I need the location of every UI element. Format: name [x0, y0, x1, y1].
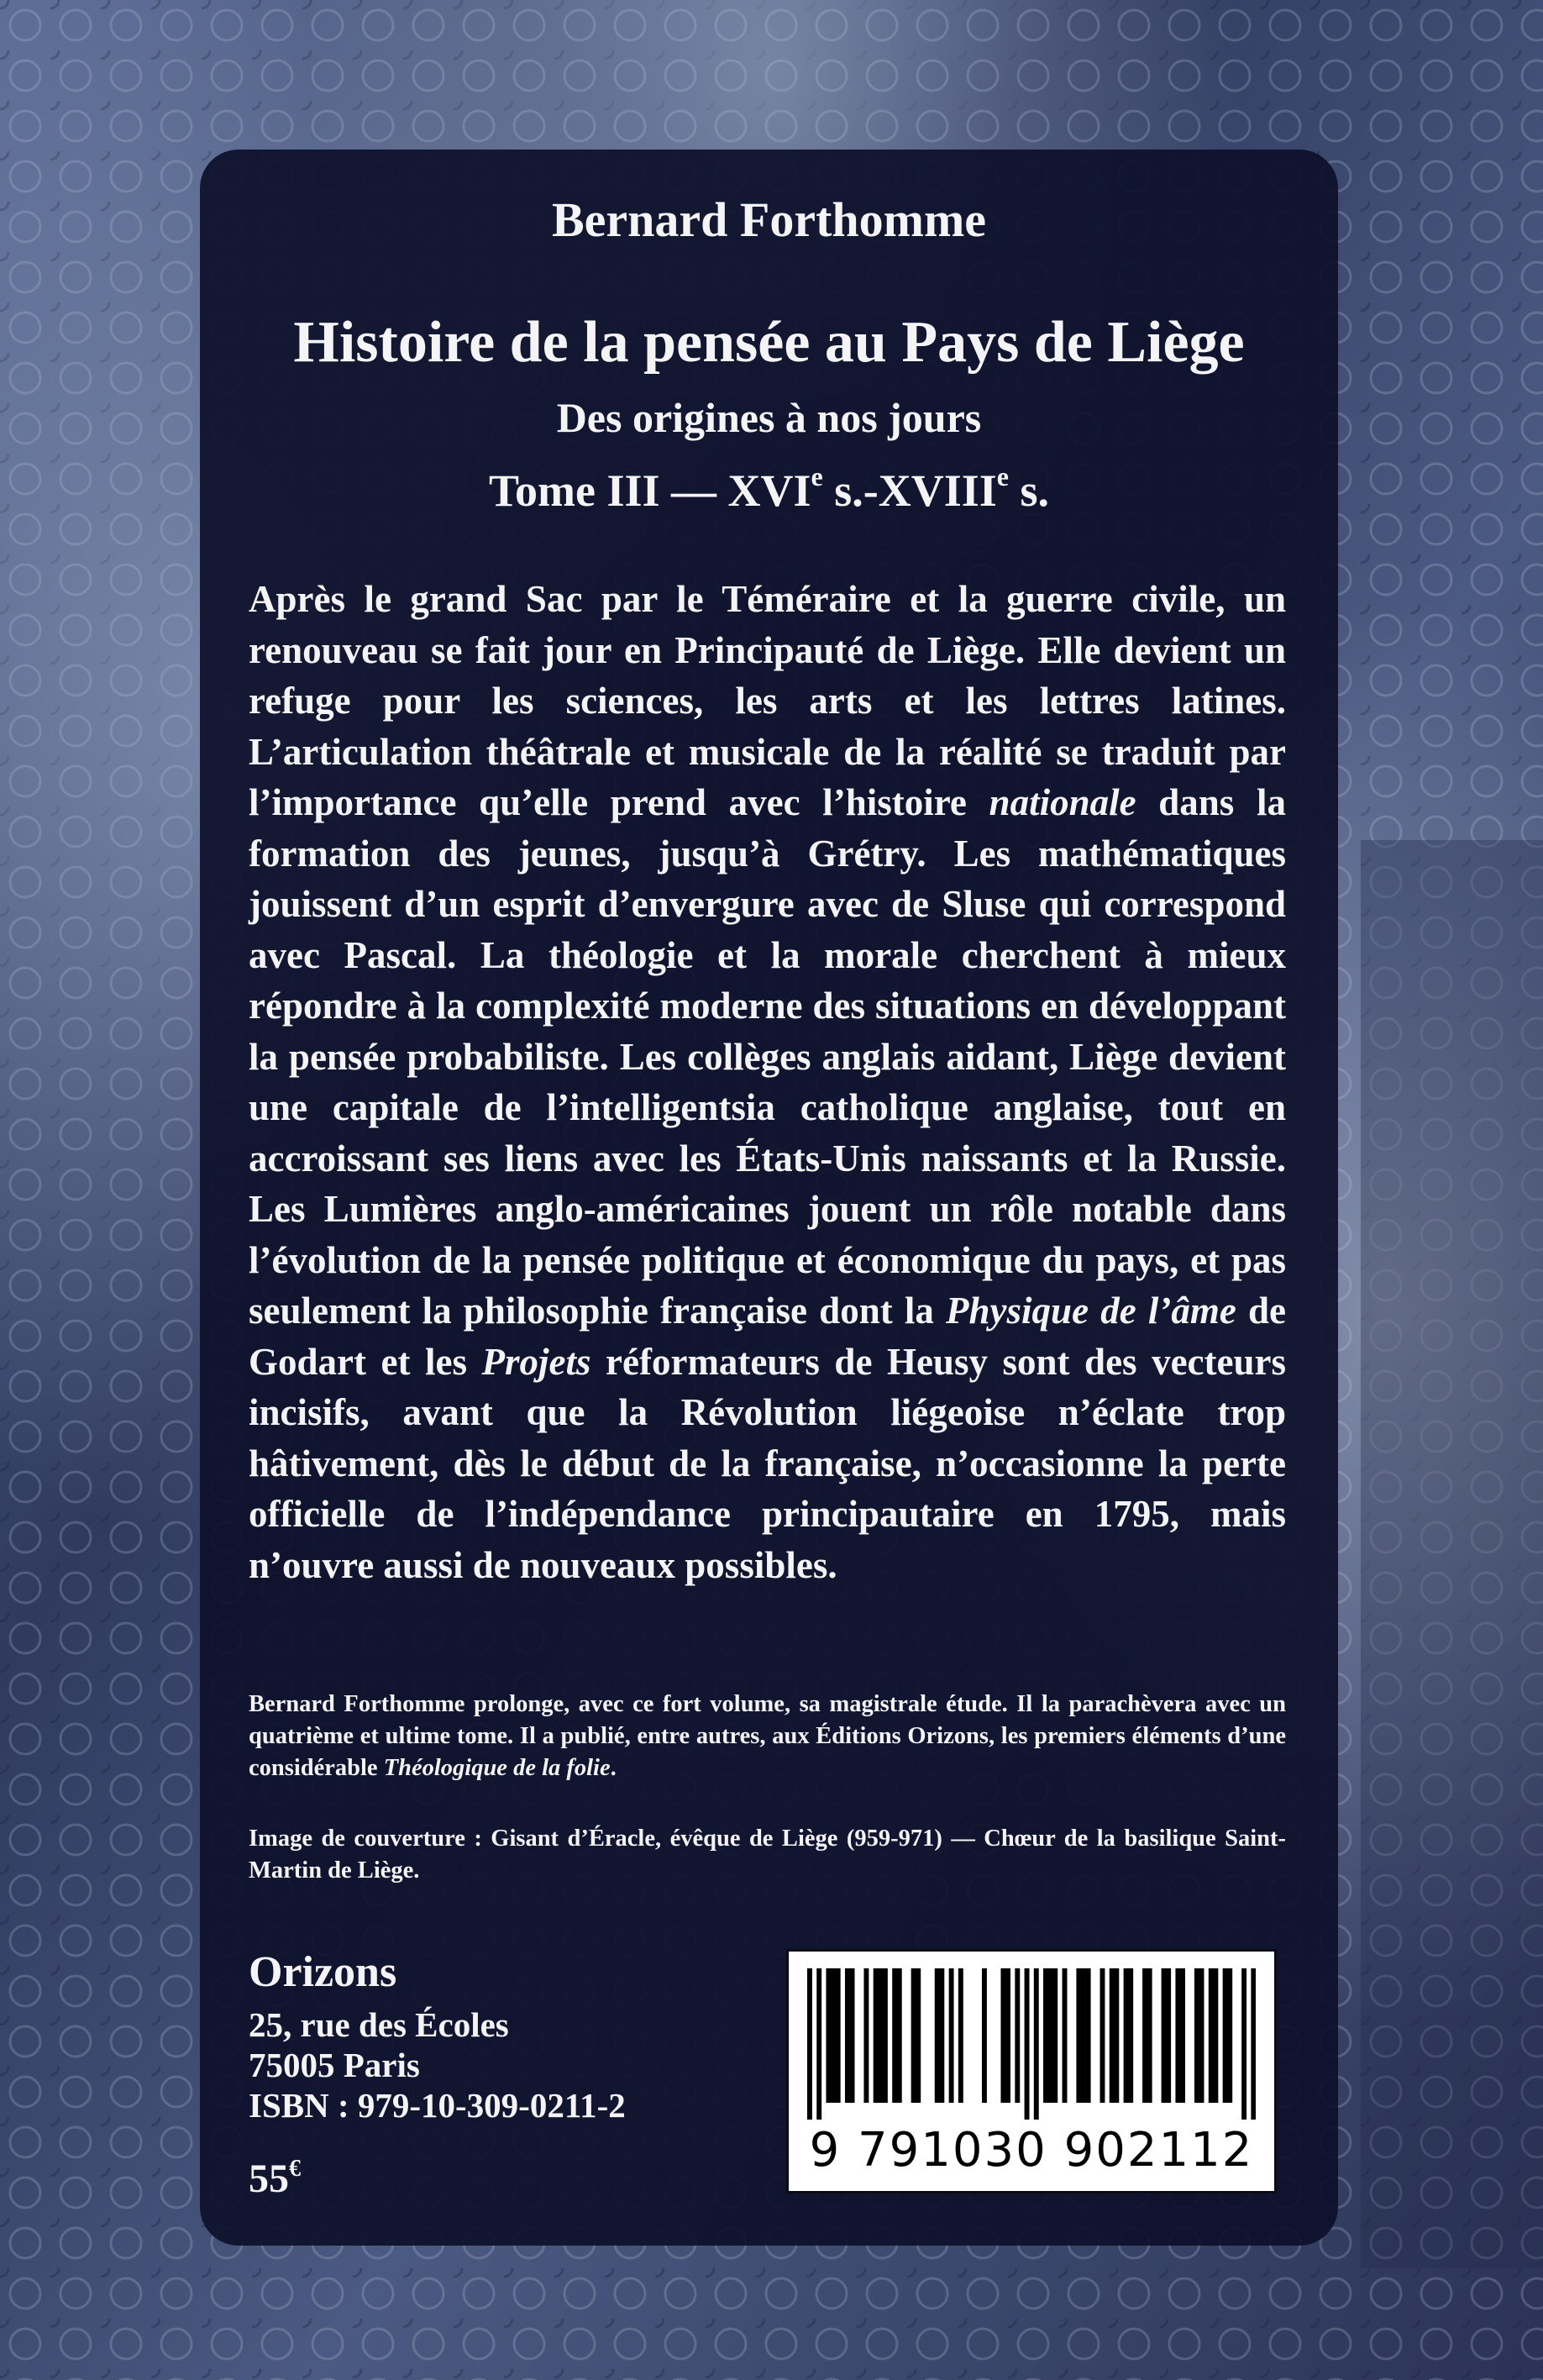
back-cover-panel	[200, 150, 1338, 2246]
barcode-bar	[807, 1968, 812, 2120]
author-name: Bernard Forthomme	[551, 192, 987, 247]
barcode-bar	[1199, 1968, 1204, 2103]
barcode-bar	[1005, 1968, 1010, 2103]
barcode-bar	[892, 1968, 897, 2103]
barcode-bar	[863, 1968, 869, 2103]
author-bio: Bernard Forthomme prolonge, avec ce fort volume, sa magistrale étude. Il la parachèvera avec un quatrième et ultime tome. Il a publié, entre autres, aux Éditions Orizons, les premiers éléments d’une considérable Théologique de la folie.	[249, 1691, 1286, 1781]
barcode-bar	[845, 1968, 850, 2103]
book-subtitle: Des origines à nos jours	[556, 394, 982, 441]
barcode-bar	[883, 1968, 888, 2103]
publisher-name: Orizons	[249, 1948, 397, 1996]
barcode-bar	[1110, 1968, 1115, 2103]
book-title: Histoire de la pensée au Pays de Liège	[293, 310, 1245, 375]
barcode-bar	[1213, 1968, 1218, 2103]
barcode-bar	[1175, 1968, 1180, 2103]
barcode-bar	[850, 1968, 855, 2103]
barcode-digits: 9 791030 902112	[809, 2123, 1254, 2178]
barcode-bar	[1025, 1968, 1030, 2120]
barcode-bar	[1147, 1968, 1152, 2103]
barcode-bars	[807, 1968, 1256, 2120]
barcode-bar	[982, 1968, 987, 2103]
barcode-bar	[1043, 1968, 1048, 2103]
isbn-barcode	[786, 1949, 1277, 2193]
barcode-bar	[939, 1968, 944, 2103]
barcode-bar	[1162, 1968, 1167, 2103]
barcode-bar	[911, 1968, 916, 2103]
barcode-bar	[1124, 1968, 1129, 2103]
barcode-bar	[1227, 1968, 1232, 2103]
barcode-bar	[958, 1968, 963, 2103]
barcode-bar	[831, 1968, 836, 2103]
barcode-bar	[1081, 1968, 1086, 2103]
barcode-bar	[1251, 1968, 1256, 2120]
cover-image-credit: Image de couverture : Gisant d’Éracle, évêque de Liège (959-971) — Chœur de la basilique Saint-Martin de Liège.	[249, 1826, 1286, 1884]
barcode-bar	[1114, 1968, 1119, 2103]
barcode-bar	[1048, 1968, 1053, 2103]
barcode-bar	[1052, 1968, 1058, 2103]
tome-line: Tome III — XVIe s.-XVIIIe s.	[488, 461, 1050, 516]
barcode-bar	[1034, 1968, 1039, 2120]
barcode-bar	[1166, 1968, 1171, 2103]
barcode-bar	[897, 1968, 902, 2103]
isbn-text: ISBN : 979-10-309-0211-2	[249, 2086, 626, 2125]
barcode-bar	[1180, 1968, 1185, 2103]
barcode-bar	[1194, 1968, 1199, 2103]
barcode-bar	[1100, 1968, 1105, 2103]
barcode-bar	[1076, 1968, 1081, 2103]
barcode-bar	[1223, 1968, 1228, 2103]
barcode-bar	[949, 1968, 954, 2103]
publisher-city: 75005 Paris	[249, 2046, 420, 2084]
barcode-bar	[1000, 1968, 1005, 2103]
barcode-bar	[1015, 1968, 1020, 2103]
barcode-bar	[826, 1968, 831, 2103]
barcode-bar	[836, 1968, 841, 2103]
barcode-bar	[1128, 1968, 1133, 2103]
barcode-bar	[874, 1968, 879, 2103]
barcode-bar	[1209, 1968, 1214, 2103]
barcode-bar	[1142, 1968, 1147, 2103]
book-summary: Après le grand Sac par le Téméraire et la guerre civile, un renouveau se fait jour en Principauté de Liège. Elle devient un refuge pour les sciences, les arts et les lettres latines. L’articulation théâtrale et musicale de la réalité se traduit par l’importance qu’elle prend avec l’histoire nationale dans la formation des jeunes, jusqu’à Grétry. Les mathématiques jouissent d’un esprit d’envergure avec de Sluse qui correspond avec Pascal. La théologie et la morale cherchent à mieux répondre à la complexité moderne des situations en développant la pensée probabiliste. Les collèges anglais aidant, Liège devient une capitale de l’intelligentsia catholique anglaise, tout en accroissant ses liens avec les États-Unis naissants et la Russie. Les Lumières anglo-américaines jouent un rôle notable dans l’évolution de la pensée politique et économique du pays, et pas seulement la philosophie française dont la Physique de l’âme de Godart et les Projets réformateurs de Heusy sont des vecteurs incisifs, avant que la Révolution liégeoise n’éclate trop hâtivement, dès le début de la française, n’occasionne la perte officielle de l’indépendance principautaire en 1795, mais n’ouvre aussi de nouveaux possibles.	[249, 578, 1286, 1586]
barcode-bar	[1063, 1968, 1068, 2103]
barcode-bar	[816, 1968, 821, 2120]
barcode-bar	[1086, 1968, 1091, 2103]
barcode-bar	[1241, 1968, 1246, 2120]
barcode-bar	[935, 1968, 940, 2103]
price: 55€	[249, 2156, 301, 2201]
barcode-bar	[878, 1968, 883, 2103]
publisher-street: 25, rue des Écoles	[249, 2005, 509, 2044]
barcode-bar	[916, 1968, 921, 2103]
